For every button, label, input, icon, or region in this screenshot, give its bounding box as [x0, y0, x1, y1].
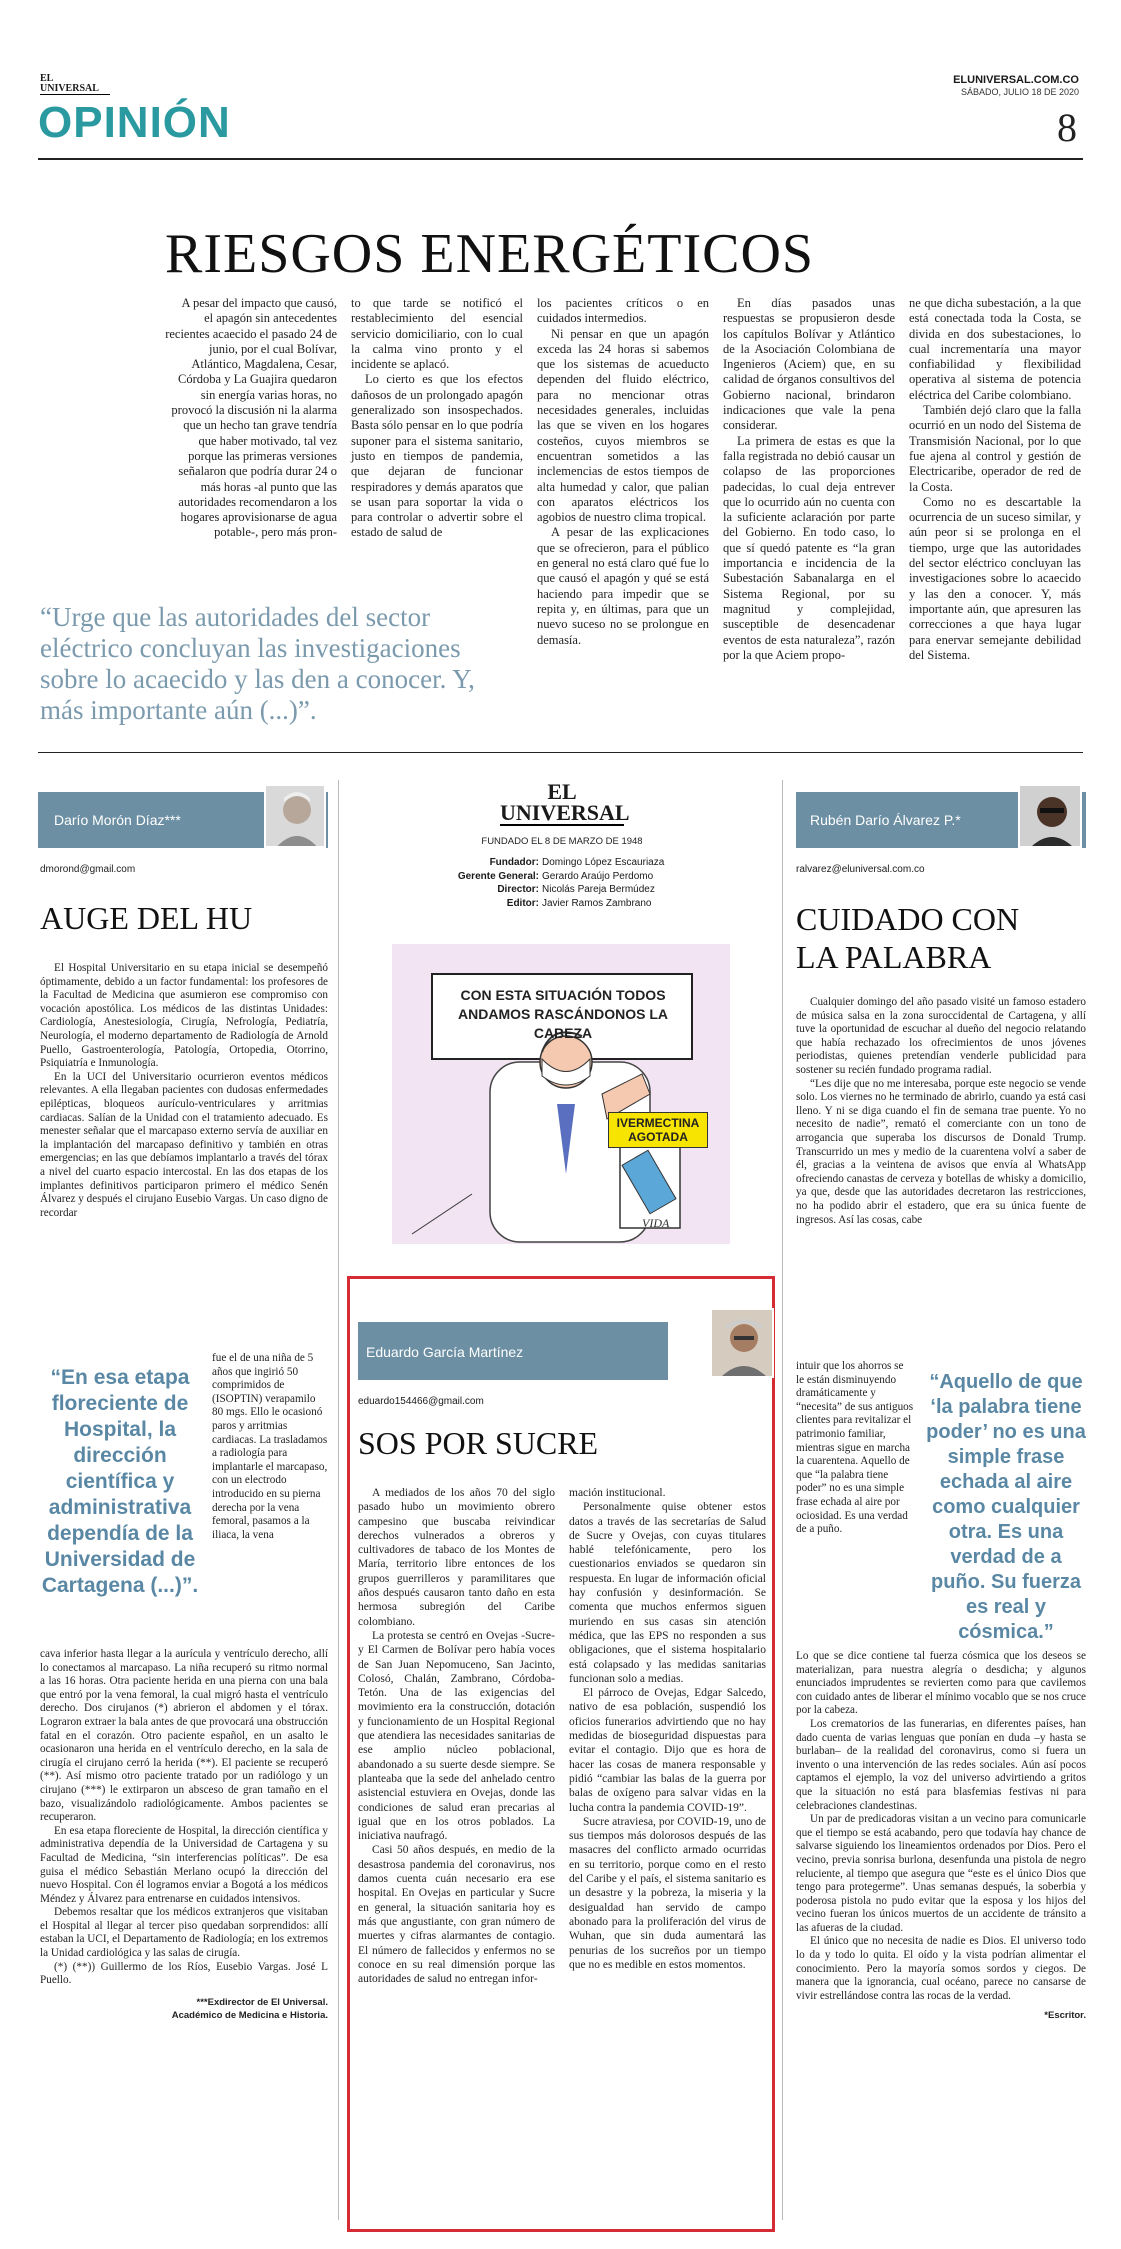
left-author-avatar: [264, 784, 326, 848]
left-article-body-wrap: fue el de una niña de 5 años que ingirió 50 comprimidos de (ISOPTIN) verapamilo 80 mgs. Ello le ocasionó paros y arritmias cardiacas. La trasladamos a radiología para implantarle el marcapaso, con un electrodo introducido en su pierna derecha por la vena femoral, pasamos a la iliaca, la vena: [212, 1352, 328, 1541]
right-article-body: Cualquier domingo del año pasado visité un famoso estadero de música salsa en la zona suroccidental de Cartagena, y allí tuve la oportunidad de escuchar al dueño del negocio relatando que había rechazado los ofrecimientos de unos jóvenes periodistas, quienes pretendían venderle publicidad para sostener su recién fundado programa radial. “Les dije que no me interesaba, porque este negocio se vende solo. Los viernes no he terminado de abrirlo, cuando ya está casi lleno. Y ni se diga cuando el fin de semana trae puente. Yo no necesito de nadie”, remató el comerciante con un tono de arrogancia que superaba los discursos de Donald Trump. Transcurrido un mes y medio de la cuarentena volví a saber de él, gracias a la veintena de avisos que envía al WhatsApp ofreciendo canastas de cerveza y botellas de whisky a domicilio, ya que, desde que las autoridades decretaron las restricciones, no ha podido abrir el estadero, que era su única fuente de ingresos. Así las cosas, cabe: [796, 996, 1086, 1226]
left-author-name: Darío Morón Díaz***: [54, 812, 181, 828]
editorial-title: RIESGOS ENERGÉTICOS: [165, 223, 815, 285]
right-pullquote: “Aquello de que ‘la palabra tiene poder’ no es una simple frase echada al aire como cualquier otra. Es una verdad de a puño. Su fuerza es real y cósmica.”: [926, 1371, 1086, 1643]
editorial-rule: [38, 752, 1083, 753]
boxed-article-title: SOS POR SUCRE: [358, 1425, 599, 1461]
boxed-author-name: Eduardo García Martínez: [366, 1344, 524, 1360]
right-author-band: [796, 792, 1086, 848]
editorial-pullquote: “Urge que las autoridades del sector eléctrico concluyan las investigaciones sobre lo acaecido y las den a conocer. Y, más importante aún (...)”.: [40, 598, 530, 732]
editorial-col-3: los pacientes críticos o en cuidados intermedios. Ni pensar en que un apagón exceda las 24 horas si sabemos que los sistemas de acueducto dependen del fluido eléctrico, para no mencionar otras necesidades generales, incluidas las que se viven en los hogares costeños, cuyos miembros se encuentran sometidos a las inclemencias de estos tiempos de alta humedad y calor, que palian con aparatos eléctricos los agobios de nuestro clima tropical. A pesar de las explicaciones que se ofrecieron, para el público en general no está claro qué fue lo que causó el apagón y qué se está haciendo para impedir que se repita y, en últimas, para que un nuevo suceso no se prolongue en demasía.: [537, 296, 709, 647]
center-logo[interactable]: [500, 779, 630, 826]
left-pullquote: “En esa etapa floreciente de Hospital, la dirección científica y administrativa dependía de la Universidad de Cartagena (...)”.: [41, 1366, 199, 1597]
masthead-site[interactable]: ELUNIVERSAL.COM.CO: [953, 74, 1079, 86]
editorial-col-5: ne que dicha subestación, a la que está conectada toda la Costa, se divida en dos subestaciones, lo cual incrementaría una mayor confiabilidad y flexibilidad operativa al sistema de potencia eléctrica del Caribe colombiano. También dejó claro que la falla ocurrió en un nodo del Sistema de Transmisión Nacional, por lo que fue ajena al control y gestión de Electricaribe, operador de red de la Costa. Como no es descartable la ocurrencia de un suceso similar, y aún peor si se prolonga en el tiempo, urge que las autoridades del sector eléctrico concluyan las investigaciones sobre lo acaecido y las den a conocer. Y, más importante aún, que apresuren las correcciones a que haya lugar para enervar semejante debilidad del Sistema.: [909, 296, 1081, 662]
right-article-body-wrap: intuir que los ahorros se le están disminuyendo dramáticamente y “necesita” de sus antiguos clientes para revitalizar el patrimonio familiar, mientras sigue en marcha la cuarentena. Aquello de que “la palabra tiene poder” no es una simple frase echada al aire por ociosidad. Es una verdad de a puño.: [796, 1360, 914, 1536]
right-article-body-cont: Lo que se dice contiene tal fuerza cósmica que los deseos se materializan, para nuestra alegría o desdicha; y algunos enunciados imprudentes se revierten como para que cavilemos con cuidado antes de liberar el mínimo vocablo que se nos cruce por la cabeza. Los crematorios de las funerarias, en diferentes países, han dado cuenta de varias lenguas que ponían en duda –y hasta se burlaban– de la realidad del coronavirus, como si fuera un invento o una intervención de las redes sociales. Aún así pocos captamos el ejemplo, la voz del universo advirtiendo a gritos que la situación no está para blasfemias festivas ni para celebraciones clandestinas. Un par de predicadoras visitan a un vecino para comunicarle que el tiempo se está acabando, pero que todavía hay chance de salvarse siguiendo los lineamientos ordenados por Dios. Pero el vecino, previa sonrisa burlona, desenfunda una pistola de negro reluciente, al tiempo que asegura que “este es el único Dios que tengo para protegerme”. Unas semanas después, la soberbia y poderosa pistola no pudo evitar que la esposa y los hijos del vecino fueran los únicos muertos de un accidente de tránsito a las afueras de la ciudad. El único que no necesita de nadie es Dios. El universo todo lo da y todo lo quita. El oído y la vista podrían alimentar el conocimiento. Pero la mayoría somos sordos y ciegos. De manera que la ignorancia, cual océano, parece no cansarse de vivir estrellándose contra las rocas de la verdad. *Escritor.: [796, 1650, 1086, 2022]
staff-row: Editor: Javier Ramos Zambrano: [506, 897, 652, 909]
section-title: OPINIÓN: [38, 98, 231, 147]
cartoon-bubble-text: CON ESTA SITUACIÓN TODOS ANDAMOS RASCÁNDONOS LA CABEZA: [458, 987, 668, 1041]
left-article-body: El Hospital Universitario en su etapa inicial se desempeñó óptimamente, debido a un factor fundamental: los profesores de la Facultad de Medicina que asumieron ese compromiso con vocación apostólica. Los médicos de las distintas Unidades: Cardiología, Anestesiología, Cirugía, Nefrología, Pediatría, Neurología, el moderno departamento de Radiología de Arnold Puello, Gastroenterología, Patología, Ortopedia, Otorrino, Psiquiatría e Inmunología. En la UCI del Universitario ocurrieron eventos médicos relevantes. A ella llegaban pacientes con dudosas enfermedades epilépticas, bloqueos aurículo-ventriculares y arritmias cardiacas. Salían de la Unidad con el tratamiento adecuado. Es menester señalar que el marcapaso externo servía de auxiliar en la implantación del marcapaso definitivo y también en otras emergencias; en las que debíamos implantarlo a través del tórax a nivel del cuarto espacio intercostal. En las dos etapas de los implantes definitivos participaron primero el médico Senén Álvarez y después el cirujano Eusebio Vargas. Un caso digno de recordar: [40, 962, 328, 1219]
left-article-title: AUGE DEL HU: [40, 900, 253, 936]
right-column-rule: [782, 780, 783, 2220]
center-founded: FUNDADO EL 8 DE MARZO DE 1948: [481, 836, 643, 847]
boxed-col-2: mación institucional. Personalmente quise obtener estos datos a través de las secretarías de Salud de Sucre y Ovejas, con cuyas titulares hablé telefónicamente, pero los cuestionarios enviados se quedaron sin respuesta. En lugar de información oficial hay confusión y desinformación. Se comenta que muchos enfermos siguen muriendo en sus casas sin atención médica, que las EPS no responden a sus obligaciones, que el sistema hospitalario está colapsado y las medidas sanitarias funcionan solo a medias. El párroco de Ovejas, Edgar Salcedo, nativo de esa población, suspendió los oficios funerarios advirtiendo que no hay medidas de bioseguridad dispuestas para evitar el contagio. Dijo que es hora de hacer las cosas de manera responsable y pidió “cambiar las balas de la guerra por balas de oxígeno para salvar vidas en la lucha contra la pandemia COVID-19”. Sucre atraviesa, por COVID-19, uno de sus tiempos más dolorosos después de las masacres del conflicto armado ocurridas en su territorio, porque como en el resto del Caribe y el país, el sistema sanitario es un desastre y la pobreza, la miseria y la desigualdad han servido de campo abonado para la proliferación del virus de Wuhan, que sin duda aumentará las penurias de los sucreños por un tiempo que no es medible en estos momentos.: [569, 1487, 766, 1971]
cartoon-sign-text: IVERMECTINA AGOTADA: [608, 1112, 708, 1148]
right-author-name: Rubén Darío Álvarez P.*: [810, 812, 961, 828]
portrait-icon: [1020, 786, 1082, 848]
center-logo-bottom: UNIVERSAL: [500, 800, 630, 825]
editorial-col-4: En días pasados unas respuestas se propusieron desde los capítulos Bolívar y Atlántico de la Asociación Colombiana de Ingenieros (Aciem) que, en su calidad de órganos consultivos del Gobierno nacional, brindaron indicaciones que vale la pena considerar. La primera de estas es que la falla registrada no debió causar un colapso de las proporciones padecidas, lo cual deja entrever que lo ocurrido aún no cuenta con la suficiente aclaración por parte del Gobierno. En todo caso, lo que sí quedó patente es “la gran importancia e incidencia de la Subestación Sabanalarga en el Sistema Regional, por su magnitud y complejidad, susceptible de desencadenar eventos de esta naturaleza”, razón por la que Aciem propo-: [723, 296, 895, 662]
cartoon-signature: VIDA: [642, 1216, 670, 1230]
staff-row: Director: Nicolás Pareja Bermúdez: [497, 884, 655, 895]
masthead-logo-top: EL: [40, 73, 54, 84]
center-logo-top: EL: [547, 779, 577, 804]
left-footnote: ***Exdirector de El Universal. Académico de Medicina e Historia.: [171, 1996, 328, 2022]
editorial-col-2: to que tarde se notificó el restablecimiento del esencial servicio domiciliario, con lo cual la calma vino pronto y el incidente se aplacó. Lo cierto es que los efectos dañosos de un prolongado apagón generalizado son insospechados. Basta sólo pensar en lo que podría suponer para el sistema sanitario, justo en tiempos de pandemia, que dejaran de funcionar respiradores y demás aparatos que se usan para soportar la vida o para controlar o advertir sobre el estado de salud de: [351, 296, 523, 540]
boxed-author-band: [358, 1322, 668, 1380]
boxed-article-body: [358, 1486, 766, 1986]
editorial-cartoon: [392, 944, 730, 1244]
right-author-email[interactable]: ralvarez@eluniversal.com.co: [796, 864, 925, 875]
right-footnote: *Escritor.: [1044, 2010, 1086, 2022]
right-article-title: CUIDADO CON LA PALABRA: [796, 901, 1020, 975]
portrait-icon: [266, 786, 326, 848]
boxed-author-avatar: [710, 1308, 774, 1378]
masthead-logo[interactable]: [40, 74, 110, 95]
masthead-date: SÁBADO, JULIO 18 DE 2020: [960, 87, 1079, 97]
staff-row: Fundador: Domingo López Escauriaza: [489, 857, 665, 868]
right-author-avatar: [1018, 784, 1082, 848]
left-author-band: [38, 792, 328, 848]
center-staff: [400, 856, 724, 910]
page-number: 8: [1057, 105, 1077, 150]
boxed-col-1: A mediados de los años 70 del siglo pasado hubo un movimiento obrero campesino que buscaba reivindicar derechos vulnerados a obreros y cultivadores de tabaco de los Montes de María, territorio libre entonces de los grupos guerrilleros y paramilitares que años después causaron tanto daño en esta hermosa subregión del Caribe colombiano. La protesta se centró en Ovejas -Sucre- y El Carmen de Bolívar pero había voces de San Juan Nepomuceno, San Jacinto, Colosó, Chalán, Zambrano, Córdoba-Tetón. Una de las exigencias del movimiento era la construcción, dotación y funcionamiento de un Hospital Regional que atendiera las necesidades sanitarias de ese amplio núcleo poblacional, abandonado a su suerte desde siempre. Se planteaba que la sede del anhelado centro asistencial estuviera en Ovejas, donde las condiciones de salud eran precarias al igual que en los otros poblados. La iniciativa naufragó. Casi 50 años después, en medio de la desastrosa pandemia del coronavirus, nos damos cuenta cuán necesario era ese hospital. En Ovejas en particular y Sucre en general, la situación sanitaria hoy es más que angustiante, con gran número de muertes y cifras alarmantes de contagio. El número de fallecidos y enfermos no se conoce en su real dimensión porque las autoridades de salud no entregan infor-: [358, 1487, 555, 1986]
editorial-col-1: A pesar del impacto que causó, el apagón sin antecedentes recientes acaecido el pasado 24 de junio, por el cual Bolívar, Atlántico, Magdalena, Cesar, Córdoba y La Guajira quedaron sin energía varias horas, no provocó la discusión ni la alarma que un hecho tan grave tendría que haber motivado, tal vez porque las primeras versiones señalaron que podría durar 24 o más horas -al punto que las autoridades recomendaron a los hogares aprovisionarse de agua potable-, pero más pron-: [165, 296, 337, 540]
header-rule: [38, 158, 1083, 160]
left-article-body-cont: cava inferior hasta llegar a la aurícula y ventrículo derecho, allí lo conectamos al marcapaso. La niña recuperó su ritmo normal a las 16 horas. Otra paciente herida en una pierna con una bala que entró por la vena femoral, la cual migró hasta el ventrículo derecho. Dos cirujanos (*) abrieron el abdomen y el tórax. Lograron extraer la bala antes de que provocará una obstrucción fatal en el corazón. Otro paciente español, en un asalto le ocasionaron una herida en el ventrículo derecho, en la sala de cirugía el cirujano cerró la herida (**). El paciente se recuperó (**). Así mismo otro paciente tratado por un radiólogo y un cirujano (***) le extirparon un absceso de gran tamaño en el bazo, visualizándolo radiológicamente. Ambos pacientes se recuperaron. En esa etapa floreciente de Hospital, la dirección científica y administrativa dependía de la Universidad de Cartagena y su Facultad de Medicina, “sin interferencias políticas”. De esa guisa el médico Sebastián Merlano ocupó la dirección del nuevo Hospital. Con él logramos enviar a Bogotá a los médicos Méndez y Álvarez para entrenarse en cuidados intensivos. Debemos resaltar que los médicos extranjeros que visitaban el Hospital al llegar al tercer piso quedaban sorprendidos: allí estaban la UCI, el Departamento de Radiología; en los extremos la Unidad cardiológica y las salas de cirugía. (*) (**)) Guillermo de los Ríos, Eusebio Vargas. José L Puello. ***Exdirector de El Universal. Académico de Medicina e Historia.: [40, 1648, 328, 2022]
boxed-author-email[interactable]: eduardo154466@gmail.com: [358, 1396, 484, 1407]
left-column-rule: [338, 780, 339, 2220]
left-author-email[interactable]: dmorond@gmail.com: [40, 864, 136, 875]
staff-row: Gerente General: Gerardo Araújo Perdomo: [457, 870, 654, 882]
portrait-icon: [712, 1310, 774, 1378]
masthead-logo-bottom: UNIVERSAL: [40, 84, 110, 95]
